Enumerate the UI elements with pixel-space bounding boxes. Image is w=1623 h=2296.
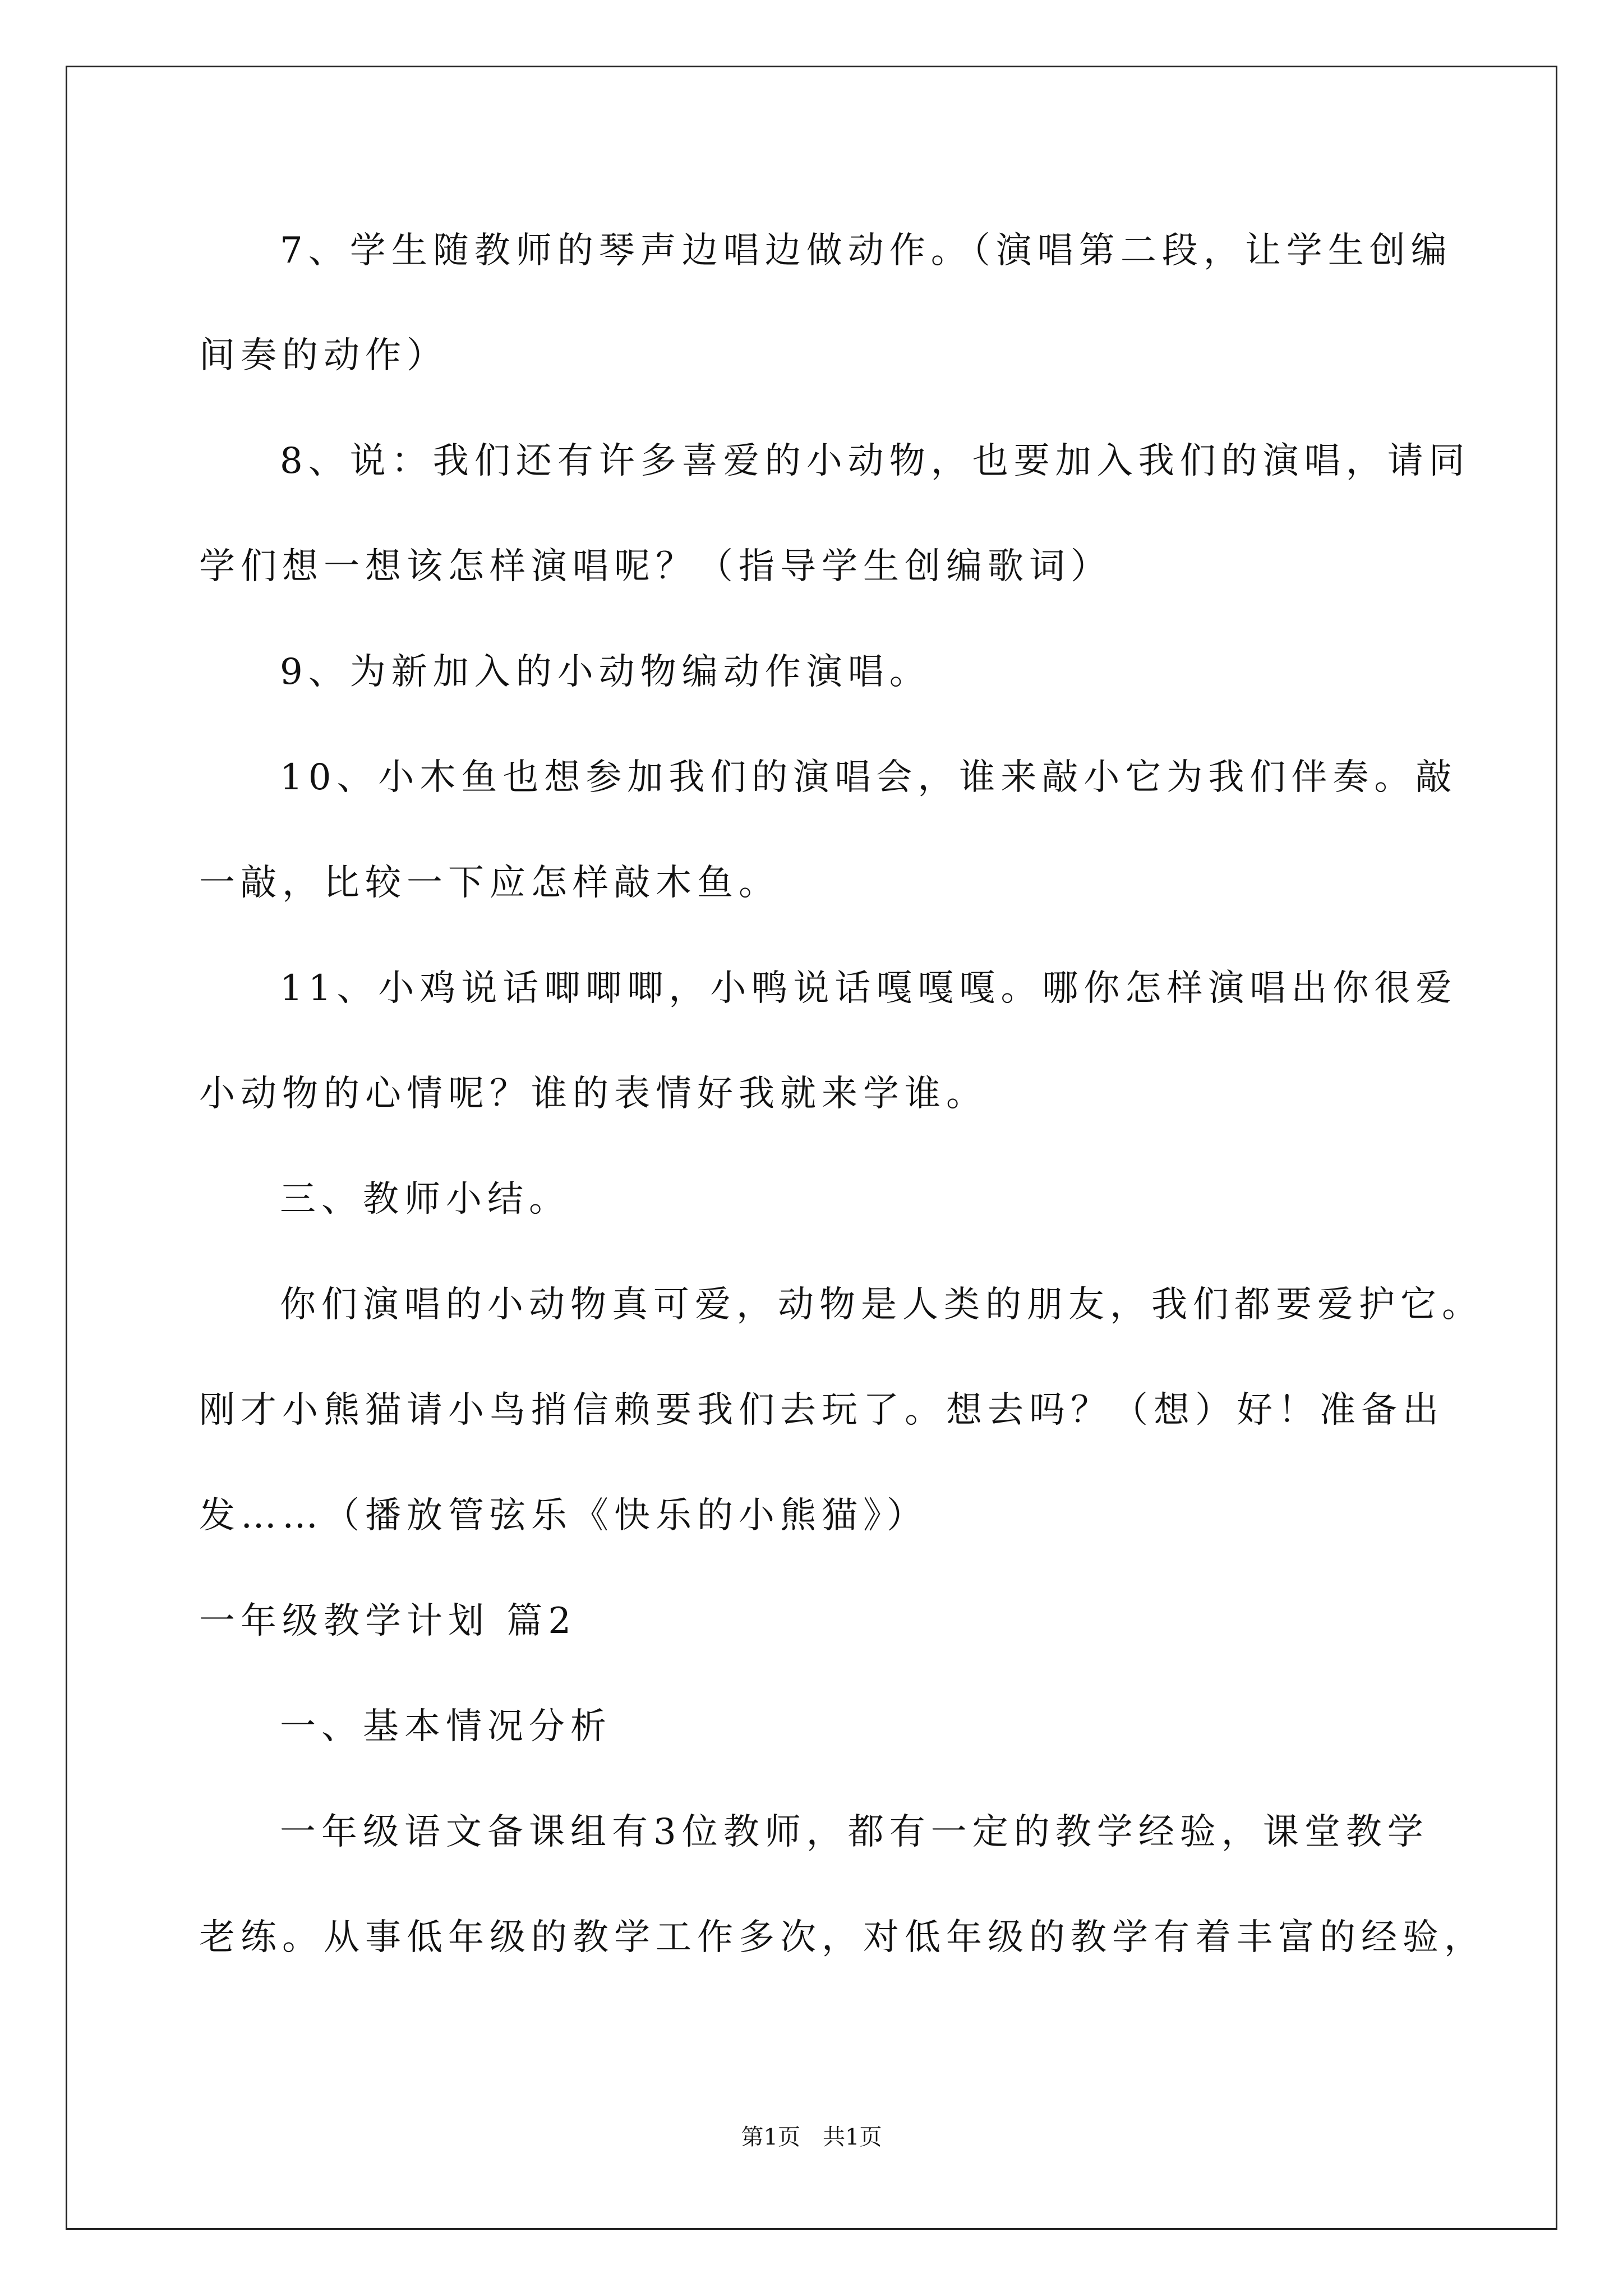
text-line: 学们想一想该怎样演唱呢？（指导学生创编歌词） — [199, 546, 1112, 587]
text-line: 小动物的心情呢？谁的表情好我就来学谁。 — [199, 1073, 988, 1115]
text-line: 老练。从事低年级的教学工作多次，对低年级的教学有着丰富的经验， — [199, 1917, 1486, 1958]
text-line: 一年级语文备课组有3位教师，都有一定的教学经验，课堂教学 — [280, 1811, 1429, 1853]
text-line: 发……（播放管弦乐《快乐的小熊猫》） — [199, 1495, 928, 1536]
text-line: 一敲，比较一下应怎样敲木鱼。 — [199, 862, 780, 904]
text-line: 间奏的动作） — [199, 335, 448, 376]
section-heading: 一、基本情况分析 — [280, 1706, 612, 1747]
document-heading: 一年级教学计划 篇2 — [199, 1600, 577, 1642]
text-line: 11、小鸡说话唧唧唧，小鸭说话嘎嘎嘎。哪你怎样演唱出你很爱 — [280, 968, 1458, 1009]
text-line: 10、小木鱼也想参加我们的演唱会，谁来敲小它为我们伴奏。敲 — [280, 757, 1458, 798]
text-line: 你们演唱的小动物真可爱，动物是人类的朋友，我们都要爱护它。 — [280, 1284, 1483, 1326]
section-heading: 三、教师小结。 — [280, 1179, 570, 1220]
text-line: 8、说：我们还有许多喜爱的小动物，也要加入我们的演唱，请同 — [280, 440, 1470, 482]
text-line: 7、学生随教师的琴声边唱边做动作。（演唱第二段，让学生创编 — [280, 230, 1453, 272]
page-border — [66, 66, 1557, 2230]
text-line: 9、为新加入的小动物编动作演唱。 — [280, 651, 931, 693]
text-line: 刚才小熊猫请小鸟捎信赖要我们去玩了。想去吗？（想）好！准备出 — [199, 1389, 1444, 1431]
page-footer: 第1页 共1页 — [741, 2124, 882, 2150]
